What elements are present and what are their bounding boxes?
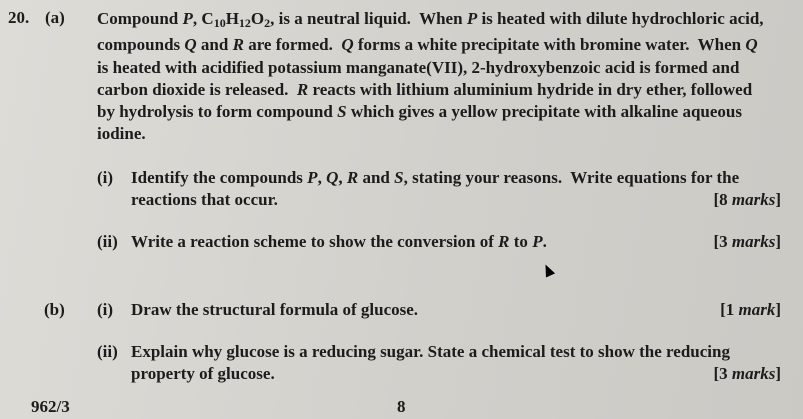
b-i-text: Draw the structural formula of glucose.: [131, 300, 419, 319]
mouse-pointer-icon: [541, 262, 555, 277]
a-ii-label: (ii): [97, 232, 118, 251]
intro-line-2: compounds Q and R are formed. Q forms a white precipitate with bromine water. When Q: [97, 35, 758, 55]
part-a-label: (a): [45, 8, 65, 27]
a-i-line-1: Identify the compounds P, Q, R and S, stating your reasons. Write equations for the: [131, 168, 740, 187]
b-ii-label: (ii): [97, 342, 118, 361]
a-i-line-2: reactions that occur.: [131, 190, 278, 209]
b-ii-line-1: Explain why glucose is a reducing sugar. State a chemical test to show the reducing: [131, 342, 730, 361]
intro-line-3: is heated with acidified potassium manganate(VII), 2-hydroxybenzoic acid is formed and: [97, 57, 740, 77]
a-i-label: (i): [97, 168, 114, 187]
question-intro: [97, 8, 787, 146]
b-ii-marks: [3 marks]: [713, 364, 781, 383]
intro-line-1: Compound P, $C_{10}H_{12}O_2$, is a neutral liquid. When P is heated with dilute hydrochloric acid,: [97, 9, 764, 30]
b-ii-line-2: property of glucose.: [131, 364, 275, 383]
a-ii-marks: [3 marks]: [713, 232, 781, 251]
b-i-label: (i): [97, 300, 114, 319]
a-ii-text: Write a reaction scheme to show the conversion of R to P.: [131, 232, 547, 251]
intro-line-4: carbon dioxide is released. R reacts with lithium aluminium hydride in dry ether, followed: [97, 79, 753, 99]
a-i-marks: [8 marks]: [713, 190, 781, 209]
page-number: 8: [397, 397, 406, 416]
paper-code: 962/3: [31, 397, 70, 416]
question-number: 20.: [8, 8, 30, 27]
intro-line-5: by hydrolysis to form compound S which gives a yellow precipitate with alkaline aqueous: [97, 102, 742, 122]
b-i-marks: [1 mark]: [720, 300, 781, 319]
intro-line-6: iodine.: [97, 124, 146, 144]
part-b-label: (b): [44, 300, 65, 319]
